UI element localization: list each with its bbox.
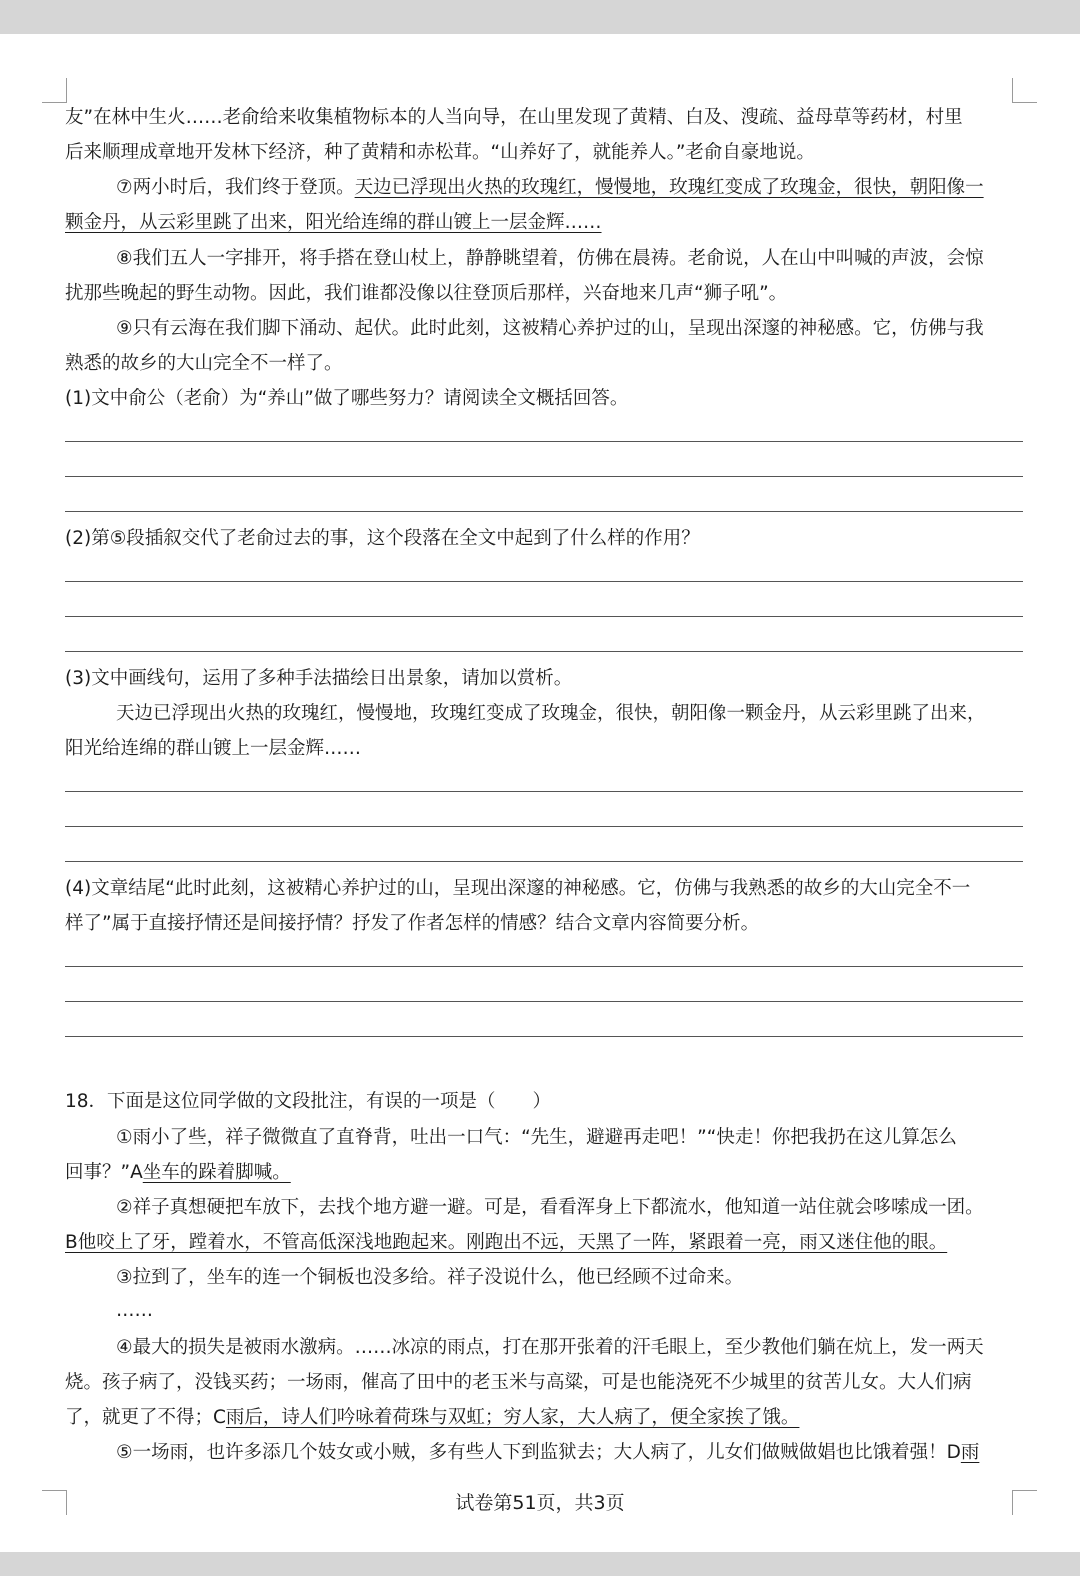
answer-line[interactable] bbox=[65, 651, 1023, 652]
annotation-b: B他咬上了牙，蹚着水，不管高低深浅地跑起来。刚跑出不远，天黑了一阵，紧跟着一亮，雨又迷住他的眼。 bbox=[65, 1232, 948, 1253]
quoted-sentence: 天边已浮现出火热的玫瑰红，慢慢地，玫瑰红变成了玫瑰金，很快，朝阳像一颗金丹，从云彩里跳了出来， bbox=[116, 703, 986, 724]
paragraph-7-cont bbox=[65, 205, 1025, 240]
answer-line[interactable] bbox=[65, 476, 1023, 477]
document-page bbox=[0, 34, 1080, 1552]
underlined-sentence-cont: 颗金丹，从云彩里跳了出来，阳光给连绵的群山镀上一层金辉…… bbox=[65, 212, 602, 233]
question-1: (1)文中俞公（老俞）为“养山”做了哪些努力？请阅读全文概括回答。 bbox=[65, 388, 629, 409]
answer-line[interactable] bbox=[65, 826, 1023, 827]
answer-line[interactable] bbox=[65, 511, 1023, 512]
excerpt-text: 回事？”A bbox=[65, 1162, 143, 1183]
paragraph-9-cont: 熟悉的故乡的大山完全不一样了。 bbox=[65, 353, 343, 374]
excerpt-paragraph-4-cont: 烧。孩子病了，没钱买药；一场雨，催高了田中的老玉米与高粱，可是也能浇死不少城里的贫苦儿女。大人们病 bbox=[65, 1372, 972, 1393]
crop-mark-top-left bbox=[42, 78, 67, 103]
question-4: (4)文章结尾“此时此刻，这被精心养护过的山，呈现出深邃的神秘感。它，仿佛与我熟悉的故乡的大山完全不一 bbox=[65, 878, 971, 899]
answer-line[interactable] bbox=[65, 1036, 1023, 1037]
excerpt-text: 了，就更了不得；C bbox=[65, 1407, 226, 1428]
underlined-sentence: 天边已浮现出火热的玫瑰红，慢慢地，玫瑰红变成了玫瑰金，很快，朝阳像一 bbox=[354, 177, 984, 198]
excerpt-ellipsis: …… bbox=[116, 1300, 153, 1321]
excerpt-paragraph-5 bbox=[116, 1435, 1026, 1470]
paragraph-8-cont: 扰那些晚起的野生动物。因此，我们谁都没像以往登顶后那样，兴奋地来几声“狮子吼”。 bbox=[65, 283, 788, 304]
excerpt-text: ⑤一场雨，也许多添几个妓女或小贼，多有些人下到监狱去；大人病了，儿女们做贼做娼也比饿着强！D bbox=[116, 1442, 961, 1463]
question-3: (3)文中画线句，运用了多种手法描绘日出景象，请加以赏析。 bbox=[65, 668, 573, 689]
question-18: 18．下面是这位同学做的文段批注，有误的一项是（ ） bbox=[65, 1091, 552, 1112]
answer-line[interactable] bbox=[65, 966, 1023, 967]
paragraph-8: ⑧我们五人一字排开，将手搭在登山杖上，静静眺望着，仿佛在晨祷。老俞说，人在山中叫喊的声波，会惊 bbox=[116, 248, 984, 269]
answer-line[interactable] bbox=[65, 616, 1023, 617]
excerpt-paragraph-2-cont bbox=[65, 1225, 1025, 1260]
paragraph-7-text: ⑦两小时后，我们终于登顶。 bbox=[116, 177, 355, 198]
excerpt-paragraph-4-cont2 bbox=[65, 1400, 1025, 1435]
answer-line[interactable] bbox=[65, 1001, 1023, 1002]
annotation-d: 雨 bbox=[960, 1442, 980, 1463]
answer-line[interactable] bbox=[65, 441, 1023, 442]
page-footer: 试卷第51页，共3页 bbox=[455, 1492, 625, 1514]
annotation-a: 坐车的跺着脚喊。 bbox=[142, 1162, 291, 1183]
answer-line[interactable] bbox=[65, 581, 1023, 582]
paragraph-9: ⑨只有云海在我们脚下涌动、起伏。此时此刻，这被精心养护过的山，呈现出深邃的神秘感。它，仿佛与我 bbox=[116, 318, 984, 339]
passage-line: 后来顺理成章地开发林下经济，种了黄精和赤松茸。“山养好了，就能养人。”老俞自豪地说。 bbox=[65, 142, 815, 163]
excerpt-paragraph-2: ②祥子真想硬把车放下，去找个地方避一避。可是，看看浑身上下都流水，他知道一站住就会哆嗦成一团。 bbox=[116, 1197, 984, 1218]
quoted-sentence-cont: 阳光给连绵的群山镀上一层金辉…… bbox=[65, 738, 362, 759]
answer-line[interactable] bbox=[65, 791, 1023, 792]
annotation-c: 雨后，诗人们吟咏着荷珠与双虹；穷人家，大人病了，便全家挨了饿。 bbox=[225, 1407, 800, 1428]
excerpt-paragraph-4: ④最大的损失是被雨水激病。……冰凉的雨点，打在那开张着的汗毛眼上，至少教他们躺在炕上，发一两天 bbox=[116, 1337, 984, 1358]
question-2: (2)第⑤段插叙交代了老俞过去的事，这个段落在全文中起到了什么样的作用？ bbox=[65, 528, 700, 549]
excerpt-paragraph-3: ③拉到了，坐车的连一个铜板也没多给。祥子没说什么，他已经顾不过命来。 bbox=[116, 1267, 744, 1288]
paragraph-7 bbox=[116, 170, 1026, 205]
excerpt-paragraph-1: ①雨小了些，祥子微微直了直脊背，吐出一口气：“先生，避避再走吧！”“快走！你把我扔在这儿算怎么 bbox=[116, 1127, 957, 1148]
question-4-cont: 样了”属于直接抒情还是间接抒情？抒发了作者怎样的情感？结合文章内容简要分析。 bbox=[65, 913, 760, 934]
answer-line[interactable] bbox=[65, 861, 1023, 862]
excerpt-paragraph-1-cont bbox=[65, 1155, 1025, 1190]
passage-line: 友”在林中生火……老俞给来收集植物标本的人当向导，在山里发现了黄精、白及、溲疏、益母草等药材，村里 bbox=[65, 107, 963, 128]
